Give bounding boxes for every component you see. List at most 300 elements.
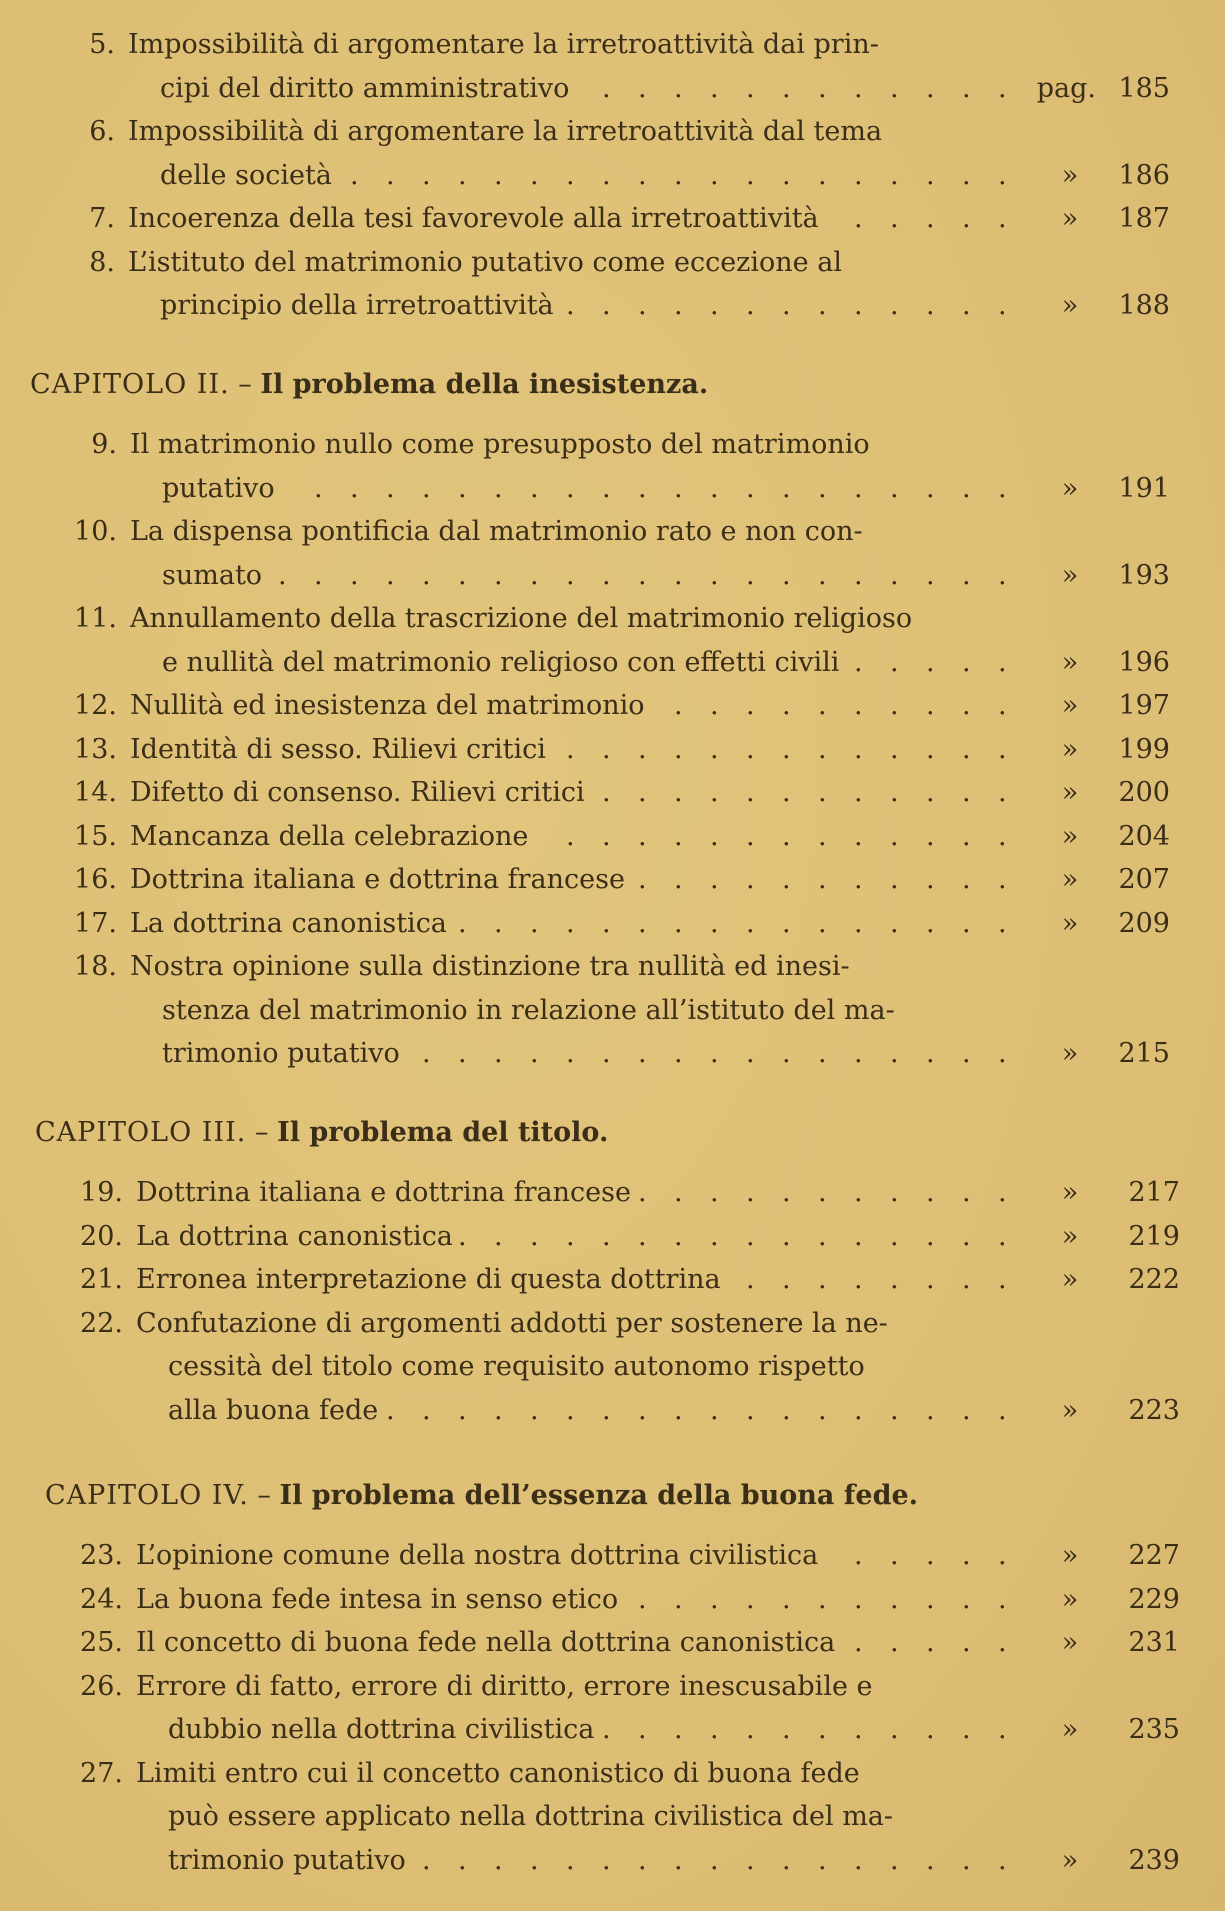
leader-dot: . (890, 777, 899, 808)
leader-dot: . (818, 1264, 827, 1295)
ditto-mark: » (1061, 1177, 1079, 1208)
entry-number: 7. (89, 203, 115, 234)
leader-dot: . (926, 1220, 935, 1252)
leader-dot: . (494, 159, 503, 191)
leader-dot: . (926, 864, 935, 895)
toc-entry (0, 773, 1225, 813)
leader-dot: . (962, 159, 971, 191)
leader-dot: . (926, 290, 935, 321)
leader-dot: . (530, 907, 539, 939)
leader-dot: . (962, 1844, 971, 1876)
leader-dot: . (854, 1583, 863, 1615)
leader-dot: . (710, 72, 719, 104)
leader-dot: . (746, 1394, 755, 1426)
leader-dot: . (746, 907, 755, 939)
entry-number: 8. (89, 246, 115, 278)
leader-dot: . (602, 777, 611, 808)
chapter-dash: – (254, 1117, 269, 1148)
entry-number: 6. (89, 116, 115, 147)
toc-entry-continuation (0, 1391, 1225, 1431)
leader-dot: . (854, 1038, 863, 1069)
leader-dot: . (962, 203, 971, 234)
leader-dot: . (998, 159, 1007, 191)
entry-title: putativo (162, 472, 275, 504)
leader-dot: . (818, 559, 827, 591)
leader-dot: . (458, 1394, 467, 1426)
entry-title: alla buona fede (168, 1394, 379, 1426)
entry-title: Nostra opinione sulla distinzione tra nullità ed inesi- (130, 951, 850, 982)
leader-dot: . (962, 1394, 971, 1426)
ditto-mark: » (1061, 1583, 1079, 1615)
leader-dot: . (566, 472, 575, 504)
leader-dot: . (278, 559, 287, 591)
entry-title: Identità di sesso. Rilievi critici (130, 733, 546, 765)
leader-dot: . (962, 1583, 971, 1615)
leader-dot: . (782, 733, 791, 765)
leader-dot: . (494, 1220, 503, 1252)
leader-dot: . (350, 159, 359, 191)
chapter-label: CAPITOLO IV. (45, 1480, 249, 1511)
page-number[interactable]: 207 (1118, 864, 1170, 895)
leader-dot: . (926, 1177, 935, 1208)
leader-dot: . (926, 1627, 935, 1658)
leader-dot: . (710, 1714, 719, 1745)
leader-dot: . (818, 733, 827, 765)
leader-dot: . (998, 1714, 1007, 1745)
leader-dot: . (494, 1844, 503, 1876)
leader-dot: . (638, 1844, 647, 1876)
leader-dot: . (782, 864, 791, 895)
entry-title: Erronea interpretazione di questa dottrina (136, 1264, 721, 1295)
leader-dot: . (710, 290, 719, 321)
leader-dot: . (710, 472, 719, 504)
leader-dot: . (710, 1177, 719, 1208)
leader-dot: . (674, 690, 683, 721)
chapter-title: Il problema dell’essenza della buona fede. (279, 1480, 919, 1511)
leader-dot: . (458, 559, 467, 591)
leader-dot: . (710, 907, 719, 939)
leader-dot: . (494, 559, 503, 591)
leader-dot: . (566, 1220, 575, 1252)
leader-dot: . (638, 733, 647, 765)
toc-entry-continuation (0, 156, 1225, 196)
leader-dot: . (710, 733, 719, 765)
toc-entry (0, 1580, 1225, 1620)
leader-dot: . (746, 290, 755, 321)
toc-entry (0, 1173, 1225, 1213)
entry-title: La buona fede intesa in senso etico (136, 1583, 619, 1615)
leader-dot: . (998, 690, 1007, 721)
page-number[interactable]: 239 (1128, 1844, 1180, 1876)
leader-dot: . (782, 1264, 791, 1295)
leader-dot: . (674, 159, 683, 191)
page-number[interactable]: 223 (1128, 1394, 1180, 1426)
leader-dot: . (638, 72, 647, 104)
leader-dot: . (854, 203, 863, 234)
ditto-mark: » (1061, 1844, 1079, 1876)
page-number[interactable]: 186 (1118, 159, 1170, 191)
leader-dot: . (494, 1038, 503, 1069)
leader-dot: . (530, 1038, 539, 1069)
page-number[interactable]: 185 (1118, 72, 1170, 104)
leader-dot: . (782, 777, 791, 808)
leader-dot: . (890, 820, 899, 852)
toc-entry (0, 425, 1225, 465)
ditto-mark: » (1061, 690, 1079, 721)
leader-dot: . (854, 1394, 863, 1426)
leader-dot: . (998, 733, 1007, 765)
entry-number: 22. (80, 1307, 123, 1339)
entry-title: Dottrina italiana e dottrina francese (130, 864, 625, 895)
leader-dot: . (386, 472, 395, 504)
leader-dot: . (854, 1540, 863, 1571)
leader-dot: . (746, 1038, 755, 1069)
page-number[interactable]: 187 (1118, 203, 1170, 234)
leader-dot: . (818, 1394, 827, 1426)
entry-title: delle società (160, 159, 332, 191)
chapter-heading (30, 365, 708, 405)
leader-dot: . (674, 1714, 683, 1745)
leader-dot: . (926, 1038, 935, 1069)
ditto-mark: » (1061, 1264, 1079, 1295)
leader-dot: . (782, 290, 791, 321)
leader-dot: . (890, 1264, 899, 1295)
leader-dot: . (746, 1264, 755, 1295)
leader-dot: . (638, 1177, 647, 1208)
leader-dot: . (890, 559, 899, 591)
toc-entry (0, 1754, 1225, 1794)
leader-dot: . (674, 733, 683, 765)
leader-dot: . (998, 1627, 1007, 1658)
page-number[interactable]: 229 (1128, 1583, 1180, 1615)
leader-dot: . (602, 159, 611, 191)
entry-number: 5. (89, 29, 115, 60)
leader-dot: . (638, 907, 647, 939)
leader-dot: . (854, 290, 863, 321)
leader-dot: . (962, 72, 971, 104)
leader-dot: . (998, 559, 1007, 591)
leader-dot: . (890, 1394, 899, 1426)
leader-dot: . (818, 159, 827, 191)
leader-dot: . (674, 72, 683, 104)
entry-number: 17. (74, 907, 117, 939)
entry-number: 14. (74, 777, 117, 808)
entry-title: principio della irretroattività (160, 290, 554, 321)
entry-title: Il concetto di buona fede nella dottrina canonistica (136, 1627, 836, 1658)
toc-entry-continuation (0, 643, 1225, 683)
toc-entry-continuation (0, 1034, 1225, 1074)
leader-dot: . (818, 1844, 827, 1876)
leader-dot: . (422, 1038, 431, 1069)
leader-dot: . (890, 1844, 899, 1876)
entry-number: 11. (74, 603, 117, 634)
entry-title: Nullità ed inesistenza del matrimonio (130, 690, 645, 721)
entry-title: Difetto di consenso. Rilievi critici (130, 777, 585, 808)
entry-number: 9. (91, 429, 117, 460)
leader-dot: . (746, 1220, 755, 1252)
leader-dot: . (674, 1038, 683, 1069)
page-number[interactable]: 188 (1118, 290, 1170, 321)
leader-dot: . (602, 1714, 611, 1745)
leader-dot: . (926, 559, 935, 591)
leader-dot: . (422, 1844, 431, 1876)
page-number[interactable]: 219 (1128, 1220, 1180, 1252)
leader-dot: . (854, 1714, 863, 1745)
chapter-title: Il problema del titolo. (277, 1117, 609, 1148)
leader-dot: . (458, 1844, 467, 1876)
entry-title: Confutazione di argomenti addotti per sostenere la ne- (136, 1307, 888, 1339)
leader-dot: . (782, 72, 791, 104)
toc-entry-continuation (0, 1841, 1225, 1881)
leader-dot: . (782, 1220, 791, 1252)
entry-title: trimonio putativo (162, 1038, 400, 1069)
leader-dot: . (782, 1583, 791, 1615)
entry-title: trimonio putativo (168, 1844, 406, 1876)
entry-number: 24. (80, 1583, 123, 1615)
leader-dot: . (854, 1844, 863, 1876)
leader-dot: . (854, 646, 863, 678)
leader-dot: . (602, 559, 611, 591)
leader-dot: . (926, 1583, 935, 1615)
leader-dot: . (746, 1583, 755, 1615)
leader-dot: . (746, 472, 755, 504)
leader-dot: . (926, 1714, 935, 1745)
page-number[interactable]: 227 (1128, 1540, 1180, 1571)
leader-dot: . (890, 290, 899, 321)
leader-dot: . (998, 1394, 1007, 1426)
toc-entry (0, 599, 1225, 639)
leader-dot: . (962, 559, 971, 591)
entry-title: Dottrina italiana e dottrina francese (136, 1177, 631, 1208)
leader-dot: . (926, 777, 935, 808)
page-number[interactable]: 215 (1118, 1038, 1170, 1069)
ditto-mark: » (1061, 1220, 1079, 1252)
leader-dot: . (674, 820, 683, 852)
leader-dot: . (854, 907, 863, 939)
leader-dot: . (962, 777, 971, 808)
leader-dot: . (998, 1583, 1007, 1615)
entry-number: 25. (80, 1627, 123, 1658)
leader-dot: . (890, 1220, 899, 1252)
chapter-heading (45, 1476, 918, 1516)
leader-dot: . (926, 907, 935, 939)
page-number[interactable]: 200 (1118, 777, 1170, 808)
leader-dot: . (710, 820, 719, 852)
entry-number: 15. (74, 820, 117, 852)
toc-entry (0, 730, 1225, 770)
page-number[interactable]: 196 (1118, 646, 1170, 678)
entry-title: cipi del diritto amministrativo (160, 72, 570, 104)
toc-entry (0, 947, 1225, 987)
chapter-label: CAPITOLO III. (35, 1117, 247, 1148)
ditto-mark: » (1061, 290, 1079, 321)
ditto-mark: » (1061, 907, 1079, 939)
leader-dot: . (962, 1540, 971, 1571)
entry-number: 27. (80, 1757, 123, 1789)
leader-dot: . (962, 820, 971, 852)
leader-dot: . (674, 1177, 683, 1208)
leader-dot: . (818, 290, 827, 321)
leader-dot: . (854, 690, 863, 721)
leader-dot: . (962, 1627, 971, 1658)
entry-title: Il matrimonio nullo come presupposto del matrimonio (130, 429, 870, 460)
leader-dot: . (350, 559, 359, 591)
entry-title: La dispensa pontificia dal matrimonio rato e non con- (130, 516, 863, 547)
leader-dot: . (962, 472, 971, 504)
leader-dot: . (926, 472, 935, 504)
leader-dot: . (638, 777, 647, 808)
leader-dot: . (566, 733, 575, 765)
toc-entry (0, 1217, 1225, 1257)
leader-dot: . (746, 690, 755, 721)
ditto-mark: » (1061, 864, 1079, 895)
leader-dot: . (638, 820, 647, 852)
entry-title: Mancanza della celebrazione (130, 820, 529, 852)
leader-dot: . (854, 72, 863, 104)
leader-dot: . (602, 907, 611, 939)
page-number[interactable]: 191 (1118, 472, 1170, 504)
entry-number: 10. (74, 516, 117, 547)
leader-dot: . (638, 1714, 647, 1745)
toc-entry-continuation (0, 1797, 1225, 1837)
page-number[interactable]: 235 (1128, 1714, 1180, 1745)
chapter-dash: – (257, 1480, 271, 1511)
leader-dot: . (350, 472, 359, 504)
leader-dot: . (458, 907, 467, 939)
toc-entry (0, 112, 1225, 152)
entry-number: 13. (74, 733, 117, 765)
leader-dot: . (818, 72, 827, 104)
leader-dot: . (530, 472, 539, 504)
leader-dot: . (782, 820, 791, 852)
leader-dot: . (890, 864, 899, 895)
leader-dot: . (998, 907, 1007, 939)
page-number[interactable]: 193 (1118, 559, 1170, 591)
leader-dot: . (926, 820, 935, 852)
leader-dot: . (890, 733, 899, 765)
leader-dot: . (998, 290, 1007, 321)
leader-dot: . (638, 1038, 647, 1069)
leader-dot: . (710, 1583, 719, 1615)
leader-dot: . (854, 159, 863, 191)
leader-dot: . (458, 159, 467, 191)
entry-title: La dottrina canonistica (130, 907, 447, 939)
leader-dot: . (890, 907, 899, 939)
entry-title: Errore di fatto, errore di diritto, errore inescusabile e (136, 1670, 873, 1702)
chapter-title: Il problema della inesistenza. (260, 369, 709, 400)
leader-dot: . (854, 1220, 863, 1252)
leader-dot: . (746, 1714, 755, 1745)
leader-dot: . (746, 777, 755, 808)
page-number[interactable]: 199 (1118, 733, 1170, 765)
leader-dot: . (890, 646, 899, 678)
leader-dot: . (854, 1627, 863, 1658)
leader-dot: . (782, 690, 791, 721)
leader-dot: . (674, 864, 683, 895)
leader-dot: . (782, 559, 791, 591)
entry-title: e nullità del matrimonio religioso con effetti civili (162, 646, 840, 678)
leader-dot: . (926, 203, 935, 234)
leader-dot: . (674, 559, 683, 591)
leader-dot: . (782, 1394, 791, 1426)
leader-dot: . (782, 1844, 791, 1876)
leader-dot: . (962, 1177, 971, 1208)
entry-title: L’opinione comune della nostra dottrina civilistica (136, 1540, 819, 1571)
leader-dot: . (674, 777, 683, 808)
toc-entry (0, 1536, 1225, 1576)
leader-dot: . (674, 1583, 683, 1615)
leader-dot: . (998, 203, 1007, 234)
leader-dot: . (926, 690, 935, 721)
leader-dot: . (710, 1220, 719, 1252)
leader-dot: . (674, 1394, 683, 1426)
leader-dot: . (422, 472, 431, 504)
page-number[interactable]: 217 (1128, 1177, 1180, 1208)
leader-dot: . (998, 1038, 1007, 1069)
leader-dot: . (998, 820, 1007, 852)
leader-dot: . (818, 690, 827, 721)
page-number[interactable]: 197 (1118, 690, 1170, 721)
leader-dot: . (998, 1177, 1007, 1208)
leader-dot: . (710, 864, 719, 895)
chapter-dash: – (238, 369, 252, 400)
leader-dot: . (854, 1264, 863, 1295)
leader-dot: . (566, 559, 575, 591)
leader-dot: . (782, 1038, 791, 1069)
leader-dot: . (566, 1394, 575, 1426)
leader-dot: . (602, 72, 611, 104)
toc-entry (0, 1623, 1225, 1663)
ditto-mark: » (1061, 646, 1079, 678)
leader-dot: . (602, 290, 611, 321)
page-number[interactable]: 231 (1128, 1627, 1180, 1658)
page-number[interactable]: 204 (1118, 820, 1170, 852)
page-number[interactable]: 209 (1118, 907, 1170, 939)
leader-dot: . (890, 472, 899, 504)
toc-entry (0, 860, 1225, 900)
leader-dot: . (818, 1220, 827, 1252)
leader-dot: . (386, 159, 395, 191)
leader-dot: . (998, 1220, 1007, 1252)
leader-dot: . (710, 1844, 719, 1876)
leader-dot: . (314, 472, 323, 504)
leader-dot: . (890, 159, 899, 191)
ditto-mark: » (1061, 1627, 1079, 1658)
toc-entry (0, 512, 1225, 552)
leader-dot: . (458, 472, 467, 504)
leader-dot: . (638, 1394, 647, 1426)
leader-dot: . (530, 1394, 539, 1426)
leader-dot: . (422, 159, 431, 191)
leader-dot: . (998, 72, 1007, 104)
leader-dot: . (854, 820, 863, 852)
leader-dot: . (854, 1177, 863, 1208)
leader-dot: . (746, 72, 755, 104)
ditto-mark: » (1061, 1714, 1079, 1745)
leader-dot: . (890, 1038, 899, 1069)
leader-dot: . (962, 1038, 971, 1069)
leader-dot: . (746, 159, 755, 191)
page-number[interactable]: 222 (1128, 1264, 1180, 1295)
leader-dot: . (998, 864, 1007, 895)
leader-dot: . (710, 777, 719, 808)
leader-dot: . (890, 203, 899, 234)
toc-entry (0, 199, 1225, 239)
leader-dot: . (602, 1220, 611, 1252)
entry-number: 23. (80, 1540, 123, 1571)
leader-dot: . (926, 159, 935, 191)
ditto-mark: » (1061, 203, 1079, 234)
